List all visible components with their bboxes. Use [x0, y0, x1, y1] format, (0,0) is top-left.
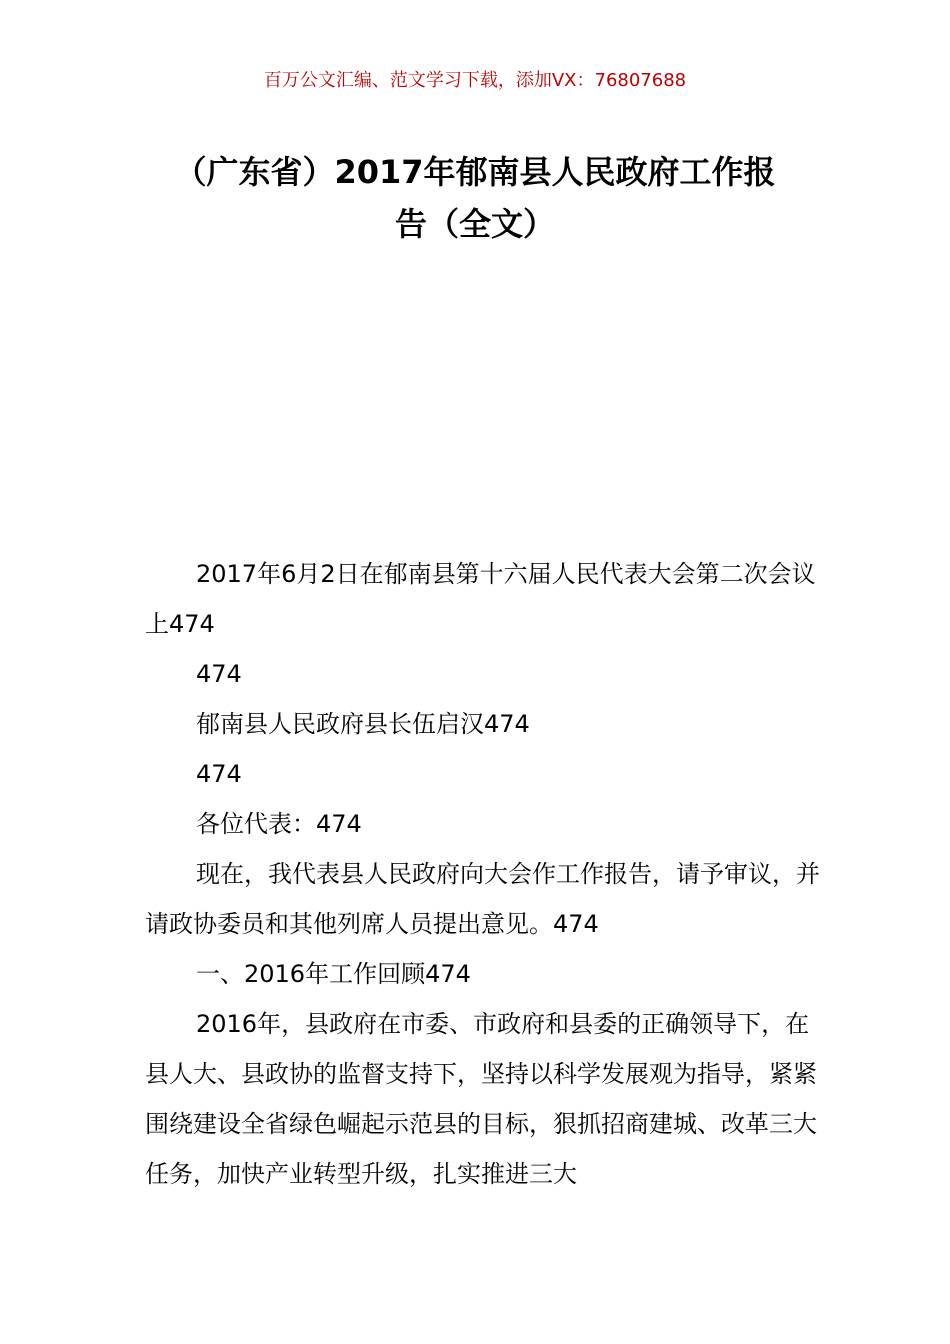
paragraph-intro: 现在，我代表县人民政府向大会作工作报告，请予审议，并请政协委员和其他列席人员提出意见。474 [145, 860, 820, 938]
document-title-line-2: 告（全文） [394, 205, 555, 243]
document-body [145, 549, 825, 1199]
paragraph-review-body: 2016年，县政府在市委、市政府和县委的正确领导下，在县人大、县政协的监督支持下，坚持以科学发展观为指导，紧紧围绕建设全省绿色崛起示范县的目标，狠抓招商建城、改革三大任务，加快产业转型升级，扎实推进三大 [145, 1010, 817, 1188]
paragraph-salutation: 各位代表：474 [196, 810, 362, 838]
paragraph-session-info: 2017年6月2日在郁南县第十六届人民代表大会第二次会议上474 [145, 560, 816, 638]
paragraph-marker: 474 [196, 760, 242, 788]
paragraph-speaker: 郁南县人民政府县长伍启汉474 [196, 710, 530, 738]
header-download-note: 百万公文汇编、范文学习下载，添加VX：76807688 [263, 70, 687, 91]
document-title-line-1: （广东省）2017年郁南县人民政府工作报 [174, 153, 776, 191]
paragraph-marker: 474 [196, 660, 242, 688]
section-heading-review: 一、2016年工作回顾474 [196, 960, 471, 988]
